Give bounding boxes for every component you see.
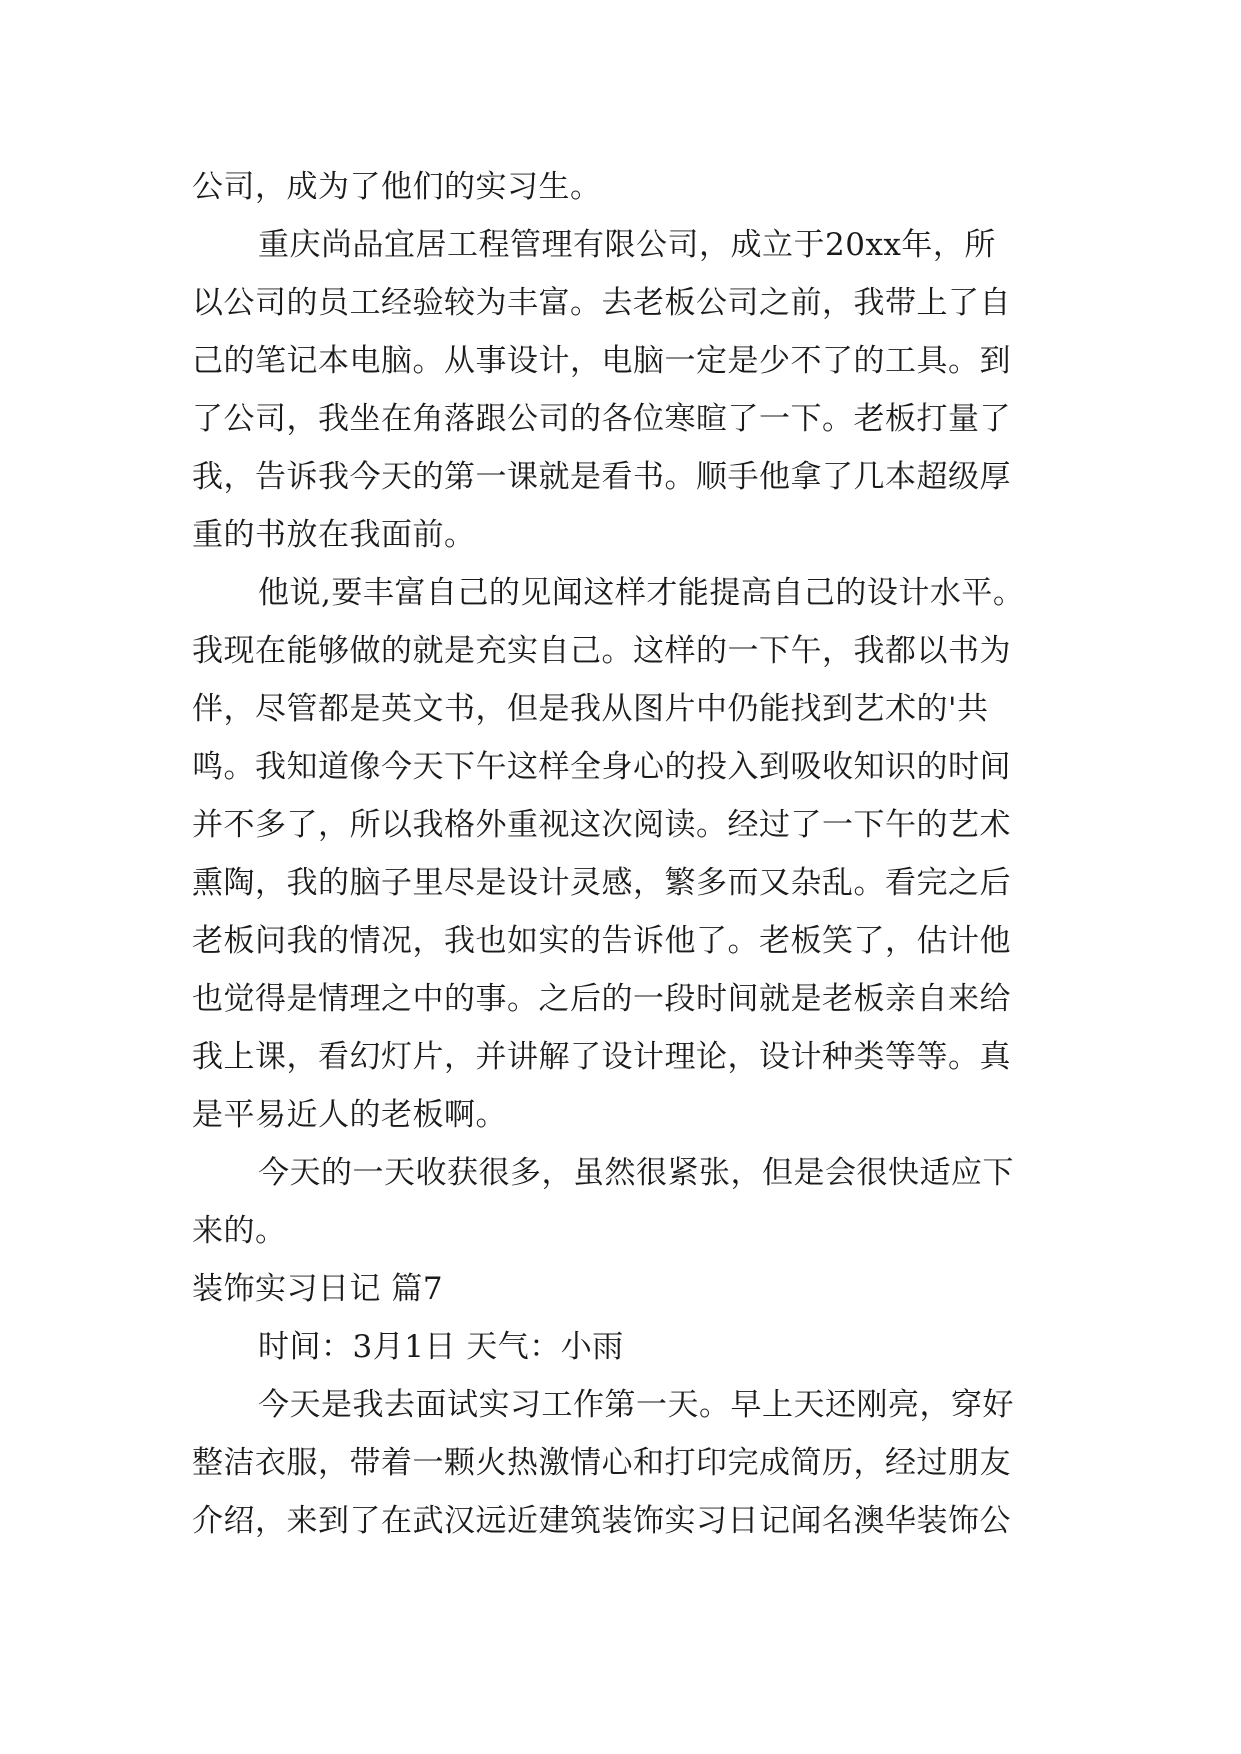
text-line: 老板问我的情况，我也如实的告诉他了。老板笑了，估计他 xyxy=(192,923,1011,959)
date-weather-line: 时间：3月1日 天气：小雨 xyxy=(258,1329,624,1365)
text-line: 我上课，看幻灯片，并讲解了设计理论，设计种类等等。真 xyxy=(192,1039,1011,1075)
text-line: 来的。 xyxy=(192,1213,287,1249)
document-body xyxy=(192,158,1058,1550)
paragraph-start-line: 他说,要丰富自己的见闻这样才能提高自己的设计水平。 xyxy=(258,575,1025,611)
text-line: 介绍，来到了在武汉远近建筑装饰实习日记闻名澳华装饰公 xyxy=(192,1503,1011,1539)
text-line: 我现在能够做的就是充实自己。这样的一下午，我都以书为 xyxy=(192,633,1011,669)
text-line: 熏陶，我的脑子里尽是设计灵感，繁多而又杂乱。看完之后 xyxy=(192,865,1011,901)
text-line: 伴，尽管都是英文书，但是我从图片中仍能找到艺术的'共 xyxy=(192,691,989,727)
text-line: 整洁衣服，带着一颗火热激情心和打印完成简历，经过朋友 xyxy=(192,1445,1011,1481)
text-line: 并不多了，所以我格外重视这次阅读。经过了一下午的艺术 xyxy=(192,807,1011,843)
text-line: 鸣。我知道像今天下午这样全身心的投入到吸收知识的时间 xyxy=(192,749,1011,785)
text-line: 我，告诉我今天的第一课就是看书。顺手他拿了几本超级厚 xyxy=(192,459,1011,495)
section-heading: 装饰实习日记 篇7 xyxy=(192,1271,444,1307)
text-line: 以公司的员工经验较为丰富。去老板公司之前，我带上了自 xyxy=(192,285,1011,321)
text-line: 公司，成为了他们的实习生。 xyxy=(192,169,602,205)
text-line: 也觉得是情理之中的事。之后的一段时间就是老板亲自来给 xyxy=(192,981,1011,1017)
text-line: 了公司，我坐在角落跟公司的各位寒暄了一下。老板打量了 xyxy=(192,401,1011,437)
text-line: 重的书放在我面前。 xyxy=(192,517,476,553)
text-line: 己的笔记本电脑。从事设计，电脑一定是少不了的工具。到 xyxy=(192,343,1011,379)
paragraph-start-line: 重庆尚品宜居工程管理有限公司，成立于20xx年，所 xyxy=(258,227,996,263)
paragraph-start-line: 今天的一天收获很多，虽然很紧张，但是会很快适应下 xyxy=(258,1155,1014,1191)
paragraph-start-line: 今天是我去面试实习工作第一天。早上天还刚亮，穿好 xyxy=(258,1387,1014,1423)
text-line: 是平易近人的老板啊。 xyxy=(192,1097,507,1133)
